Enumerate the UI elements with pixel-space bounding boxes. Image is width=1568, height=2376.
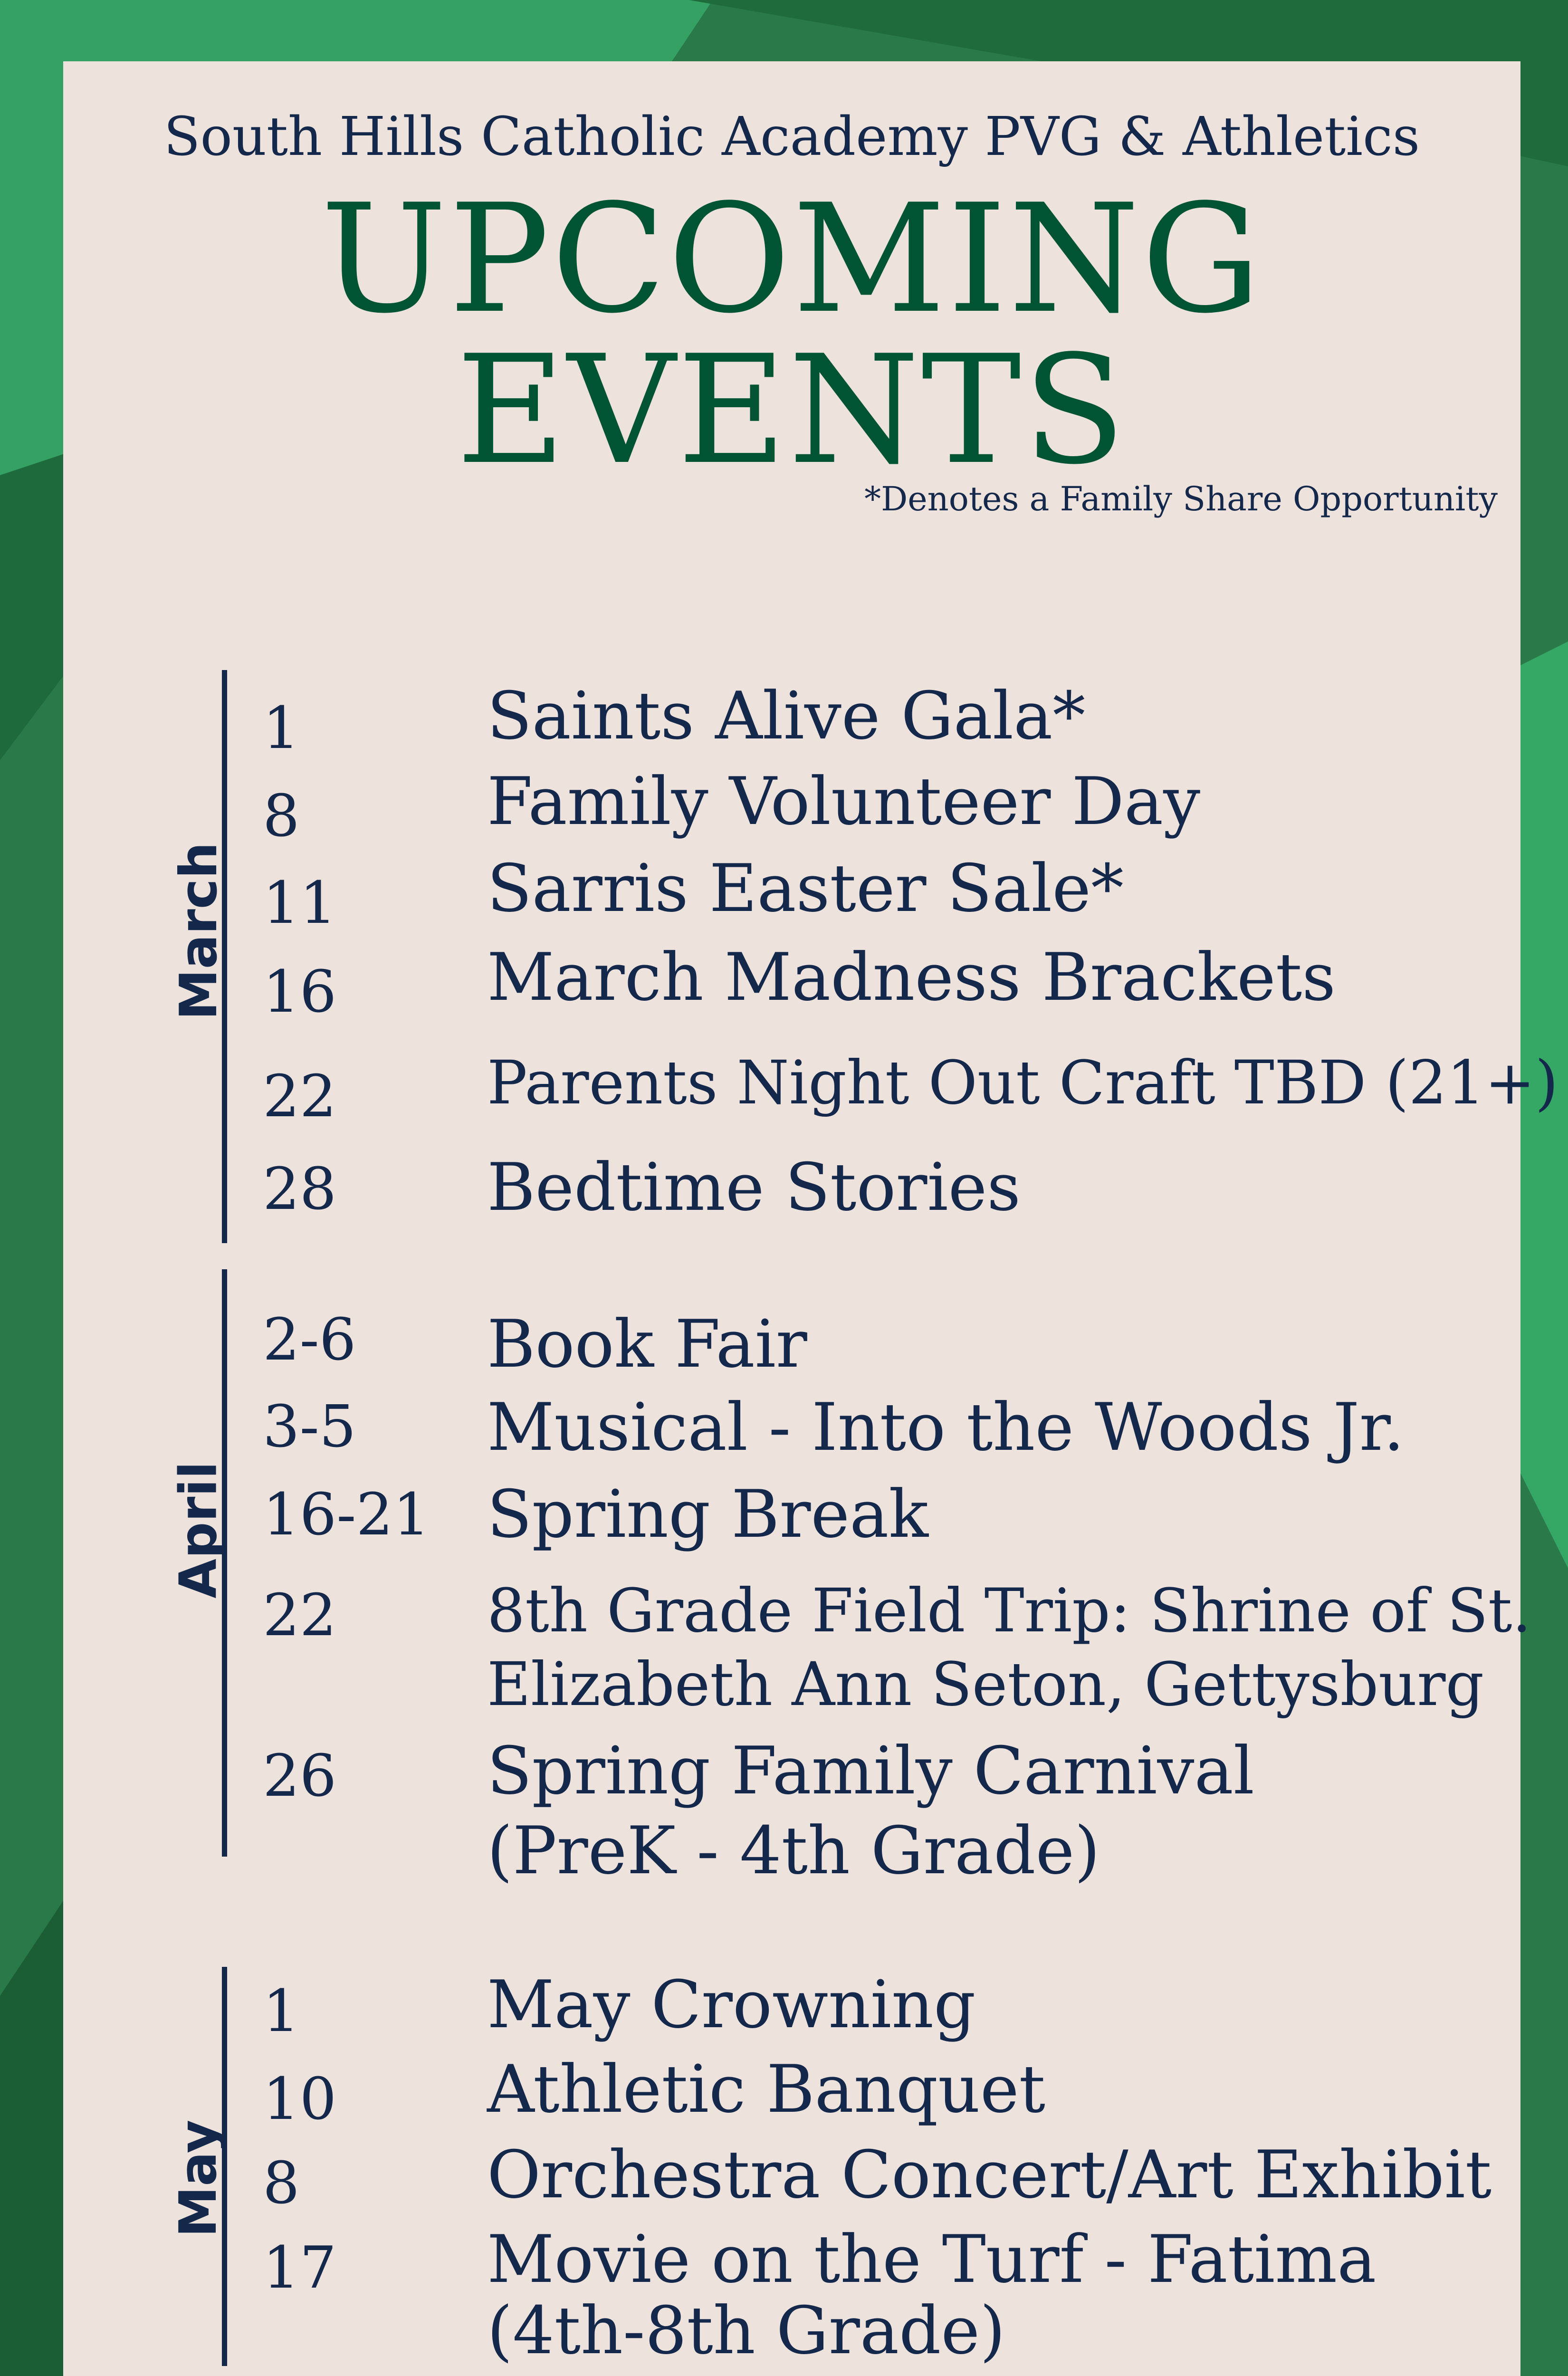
event-title: Athletic Banquet [487,2051,1046,2127]
event-title: Orchestra Concert/Art Exhibit [487,2136,1492,2213]
month-label-may: May [169,2119,229,2237]
event-date: 16-21 [263,1481,430,1548]
month-label-april: April [169,1461,229,1599]
event-date: 8 [263,2149,300,2217]
event-date: 22 [263,1581,337,1649]
event-date: 28 [263,1155,337,1223]
title-line-1: UPCOMING [321,172,1263,346]
event-title: Book Fair [487,1306,807,1382]
event-date: 8 [263,782,300,850]
event-date: 2-6 [263,1306,356,1373]
event-date: 3-5 [263,1393,356,1460]
event-title: Musical - Into the Woods Jr. [487,1389,1405,1466]
event-title: Spring Break [487,1476,929,1552]
event-title-line-2: (4th-8th Grade) [487,2292,1005,2369]
event-date: 16 [263,958,337,1025]
event-title-line-2: Elizabeth Ann Seton, Gettysburg [487,1649,1484,1719]
event-title: Parents Night Out Craft TBD (21+) [487,1048,1558,1118]
event-title: Family Volunteer Day [487,763,1201,840]
event-title: Spring Family Carnival [487,1733,1254,1809]
event-date: 26 [263,1742,337,1810]
month-label-march: March [169,842,229,1020]
event-title: Saints Alive Gala* [487,678,1086,754]
event-title: Movie on the Turf - Fatima [487,2221,1377,2298]
event-title: March Madness Brackets [487,939,1336,1016]
events-card [63,61,1558,2376]
event-title-line-2: (PreK - 4th Grade) [487,1812,1100,1889]
event-date: 1 [263,694,300,762]
event-date: 1 [263,1977,300,2045]
event-title: Sarris Easter Sale* [487,850,1124,927]
event-title: Bedtime Stories [487,1149,1021,1226]
event-title: 8th Grade Field Trip: Shrine of St. [487,1576,1531,1646]
event-title: May Crowning [487,1966,976,2043]
event-date: 10 [263,2065,337,2133]
family-share-note: *Denotes a Family Share Opportunity [864,479,1498,518]
title-line-2: EVENTS [456,324,1128,498]
organization-name: South Hills Catholic Academy PVG & Athletics [163,106,1420,168]
event-date: 22 [263,1063,337,1130]
event-date: 17 [263,2234,337,2301]
event-date: 11 [263,869,337,937]
